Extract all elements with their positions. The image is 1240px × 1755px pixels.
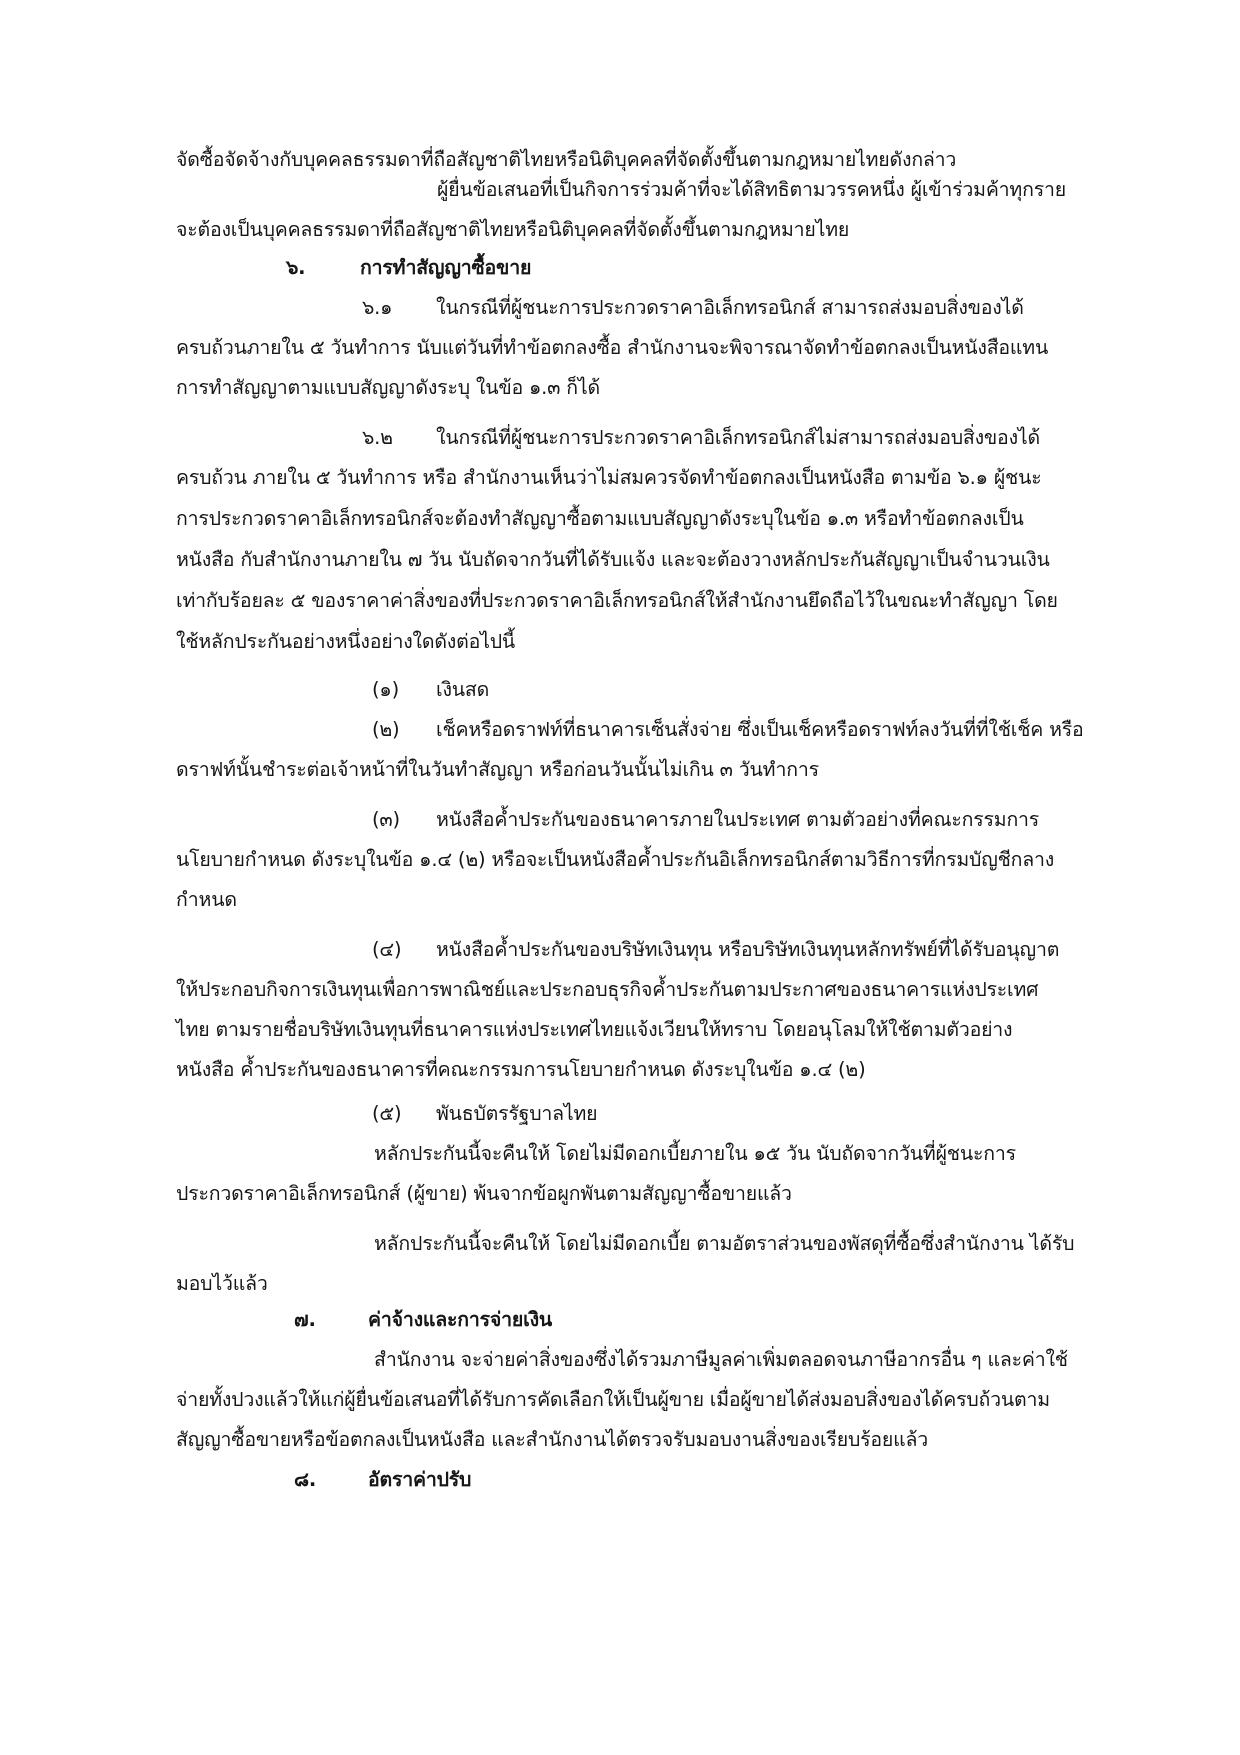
text-line: ให้ประกอบกิจการเงินทุนเพื่อการพาณิชย์และประกอบธุรกิจค้ำประกันตามประกาศของธนาคารแห่งประเทศ (176, 978, 1039, 1001)
text-line: กำหนด (176, 888, 237, 911)
text-line: จ่ายทั้งปวงแล้วให้แก่ผู้ยื่นข้อเสนอที่ได้รับการคัดเลือกให้เป็นผู้ขาย เมื่อผู้ขายได้ส่งมอบสิ่งของได้ครบถ้วนตาม (176, 1388, 1050, 1411)
list-item-1 (372, 676, 489, 704)
list-item-5 (372, 1100, 597, 1128)
text-line: หนังสือ กับสำนักงานภายใน ๗ วัน นับถัดจากวันที่ได้รับแจ้ง และจะต้องวางหลักประกันสัญญาเป็นจำนวนเงิน (176, 548, 1050, 571)
list-item-2 (372, 716, 1084, 744)
text-line: พันธบัตรรัฐบาลไทย (436, 1102, 598, 1125)
item-label: (๑) (372, 678, 399, 701)
text-line: มอบไว้แล้ว (176, 1272, 268, 1295)
text-line: ประกวดราคาอิเล็กทรอนิกส์ (ผู้ขาย) พ้นจากข้อผูกพันตามสัญญาซื้อขายแล้ว (176, 1182, 792, 1205)
section-number: ๖. (286, 256, 306, 279)
text-line: เช็คหรือดราฟท์ที่ธนาคารเซ็นสั่งจ่าย ซึ่งเป็นเช็คหรือดราฟท์ลงวันที่ที่ใช้เช็ค หรือ (436, 718, 1084, 741)
section-number: ๗. (294, 1308, 316, 1331)
section-heading-7 (294, 1306, 552, 1334)
text-line: ในกรณีที่ผู้ชนะการประกวดราคาอิเล็กทรอนิกส์ไม่สามารถส่งมอบสิ่งของได้ (436, 426, 1040, 449)
item-label: (๓) (372, 808, 400, 831)
text-line: ใช้หลักประกันอย่างหนึ่งอย่างใดดังต่อไปนี้ (176, 630, 516, 653)
clause-number: ๖.๑ (362, 296, 393, 319)
text-line: หนังสือค้ำประกันของบริษัทเงินทุน หรือบริษัทเงินทุนหลักทรัพย์ที่ได้รับอนุญาต (436, 938, 1060, 961)
section-title: ค่าจ้างและการจ่ายเงิน (368, 1308, 553, 1331)
clause-6-1 (362, 294, 1024, 322)
section-title: การทำสัญญาซื้อขาย (360, 256, 532, 279)
list-item-4 (372, 936, 1059, 964)
section-heading-8 (294, 1466, 471, 1494)
text-line: ไทย ตามรายชื่อบริษัทเงินทุนที่ธนาคารแห่งประเทศไทยแจ้งเวียนให้ทราบ โดยอนุโลมให้ใช้ตามตัวอย่าง (176, 1018, 1013, 1041)
text-line: การประกวดราคาอิเล็กทรอนิกส์จะต้องทำสัญญาซื้อตามแบบสัญญาดังระบุในข้อ ๑.๓ หรือทำข้อตกลงเป็น (176, 507, 1024, 530)
text-line: เงินสด (436, 678, 490, 701)
text-line: ครบถ้วน ภายใน ๕ วันทำการ หรือ สำนักงานเห็นว่าไม่สมควรจัดทำข้อตกลงเป็นหนังสือ ตามข้อ ๖.๑ ผู้ชนะ (176, 466, 1042, 489)
item-label: (๕) (372, 1102, 402, 1125)
text-line: จะต้องเป็นบุคคลธรรมดาที่ถือสัญชาติไทยหรือนิติบุคคลที่จัดตั้งขึ้นตามกฎหมายไทย (176, 218, 850, 241)
text-line: หนังสือค้ำประกันของธนาคารภายในประเทศ ตามตัวอย่างที่คณะกรรมการ (436, 808, 1040, 831)
clause-6-2 (362, 424, 1040, 452)
section-number: ๘. (294, 1468, 317, 1491)
text-line: นโยบายกำหนด ดังระบุในข้อ ๑.๔ (๒) หรือจะเป็นหนังสือค้ำประกันอิเล็กทรอนิกส์ตามวิธีการที่กรมบัญชีกลาง (176, 848, 1055, 871)
section-heading-6 (286, 254, 531, 282)
text-line: ผู้ยื่นข้อเสนอที่เป็นกิจการร่วมค้าที่จะได้สิทธิตามวรรคหนึ่ง ผู้เข้าร่วมค้าทุกราย (437, 178, 1066, 201)
text-line: ครบถ้วนภายใน ๕ วันทำการ นับแต่วันที่ทำข้อตกลงซื้อ สำนักงานจะพิจารณาจัดทำข้อตกลงเป็นหนังสือแทน (176, 336, 1049, 359)
text-line: ดราฟท์นั้นชำระต่อเจ้าหน้าที่ในวันทำสัญญา หรือก่อนวันนั้นไม่เกิน ๓ วันทำการ (176, 758, 819, 781)
text-line: ในกรณีที่ผู้ชนะการประกวดราคาอิเล็กทรอนิกส์ สามารถส่งมอบสิ่งของได้ (436, 296, 1024, 319)
text-line: สัญญาซื้อขายหรือข้อตกลงเป็นหนังสือ และสำนักงานได้ตรวจรับมอบงานสิ่งของเรียบร้อยแล้ว (176, 1428, 929, 1451)
text-line: หลักประกันนี้จะคืนให้ โดยไม่มีดอกเบี้ยภายใน ๑๕ วัน นับถัดจากวันที่ผู้ชนะการ (374, 1142, 1016, 1165)
text-line: การทำสัญญาตามแบบสัญญาดังระบุ ในข้อ ๑.๓ ก็ได้ (176, 376, 600, 399)
item-label: (๔) (372, 938, 402, 961)
text-line: หลักประกันนี้จะคืนให้ โดยไม่มีดอกเบี้ย ตามอัตราส่วนของพัสดุที่ซื้อซึ่งสำนักงาน ได้รับ (374, 1232, 1075, 1255)
text-line: สำนักงาน จะจ่ายค่าสิ่งของซึ่งได้รวมภาษีมูลค่าเพิ่มตลอดจนภาษีอากรอื่น ๆ และค่าใช้ (374, 1348, 1068, 1371)
clause-number: ๖.๒ (362, 426, 393, 449)
text-line: เท่ากับร้อยละ ๕ ของราคาค่าสิ่งของที่ประกวดราคาอิเล็กทรอนิกส์ให้สำนักงานยึดถือไว้ในขณะทำสัญญา โดย (176, 589, 1058, 612)
list-item-3 (372, 806, 1039, 834)
text-line: หนังสือ ค้ำประกันของธนาคารที่คณะกรรมการนโยบายกำหนด ดังระบุในข้อ ๑.๔ (๒) (176, 1058, 866, 1081)
section-title: อัตราค่าปรับ (368, 1468, 472, 1491)
item-label: (๒) (372, 718, 400, 741)
text-line: จัดซื้อจัดจ้างกับบุคคลธรรมดาที่ถือสัญชาติไทยหรือนิติบุคคลที่จัดตั้งขึ้นตามกฎหมายไทยดังกล่าว (176, 148, 957, 171)
